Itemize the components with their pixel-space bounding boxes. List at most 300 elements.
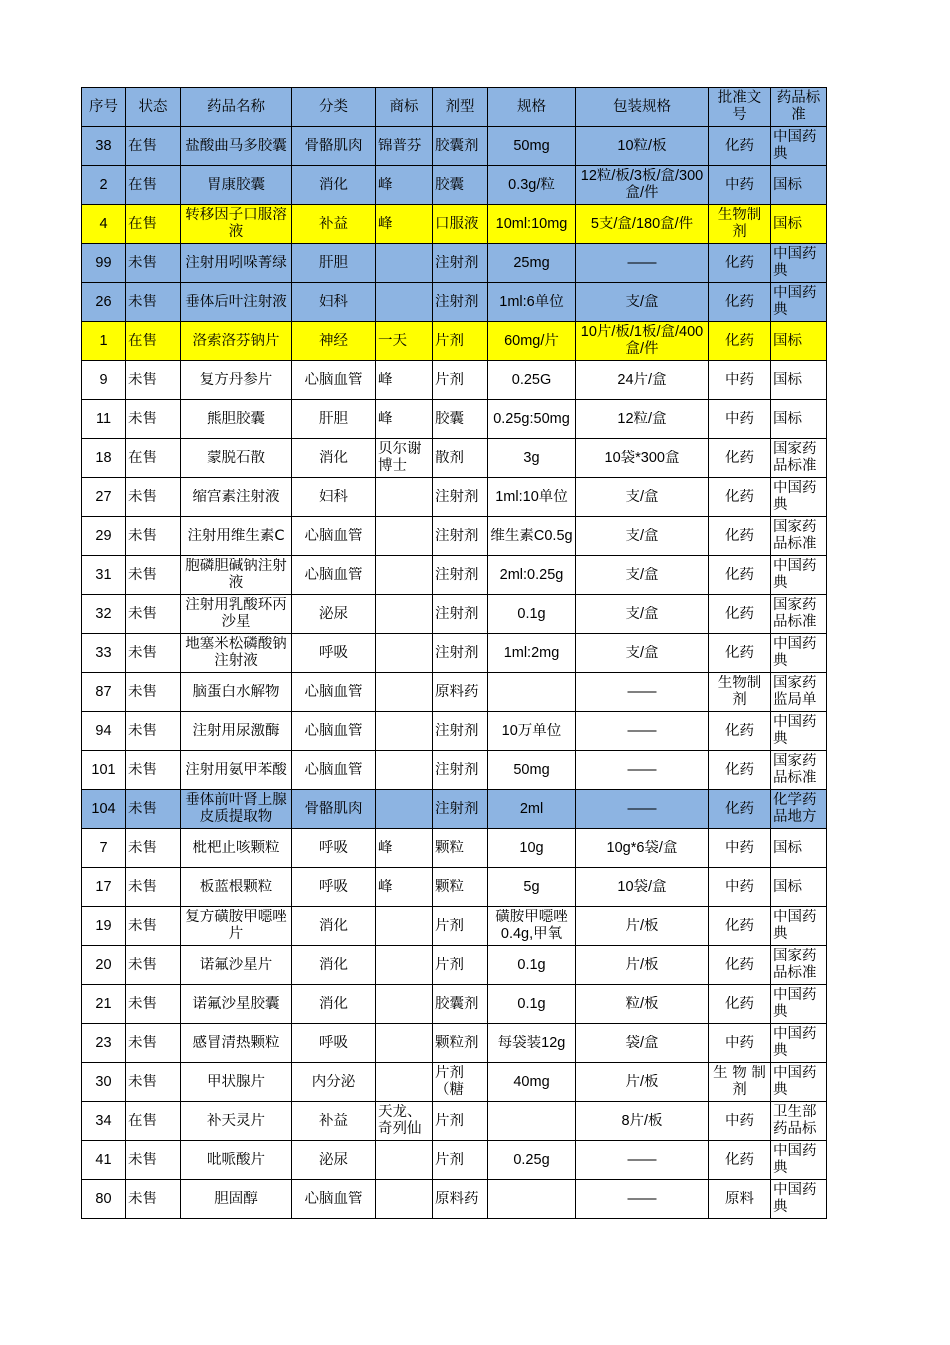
cell-category[interactable] [292, 556, 376, 595]
cell-index[interactable] [82, 283, 126, 322]
header-approval-number[interactable]: 批准文号 [709, 88, 771, 127]
cell-dosage-form[interactable] [433, 517, 488, 556]
cell-packaging[interactable] [576, 868, 709, 907]
cell-approval-number[interactable] [709, 166, 771, 205]
cell-status[interactable] [126, 322, 181, 361]
cell-category[interactable] [292, 1180, 376, 1219]
cell-status[interactable] [126, 517, 181, 556]
cell-drug-standard[interactable] [771, 244, 827, 283]
cell-specification[interactable] [488, 1141, 576, 1180]
cell-drug-name[interactable] [181, 400, 292, 439]
cell-specification[interactable] [488, 205, 576, 244]
cell-trademark[interactable] [376, 673, 433, 712]
cell-approval-number[interactable] [709, 829, 771, 868]
cell-packaging[interactable] [576, 1180, 709, 1219]
cell-drug-name[interactable] [181, 946, 292, 985]
cell-approval-number[interactable] [709, 127, 771, 166]
cell-specification[interactable] [488, 751, 576, 790]
cell-dosage-form[interactable] [433, 790, 488, 829]
cell-packaging[interactable] [576, 946, 709, 985]
cell-category[interactable] [292, 946, 376, 985]
cell-specification[interactable] [488, 595, 576, 634]
cell-index[interactable] [82, 400, 126, 439]
cell-drug-name[interactable] [181, 361, 292, 400]
cell-index[interactable] [82, 439, 126, 478]
cell-drug-name[interactable] [181, 322, 292, 361]
cell-dosage-form[interactable] [433, 712, 488, 751]
cell-specification-text: 10g [519, 839, 544, 856]
cell-drug-name[interactable] [181, 244, 292, 283]
cell-drug-standard[interactable] [771, 751, 827, 790]
cell-status[interactable] [126, 1102, 181, 1141]
cell-drug-standard[interactable] [771, 1024, 827, 1063]
cell-drug-standard[interactable] [771, 478, 827, 517]
cell-drug-standard-text: 国标 [773, 839, 802, 856]
cell-index[interactable] [82, 166, 126, 205]
cell-specification[interactable] [488, 868, 576, 907]
cell-approval-number[interactable] [709, 322, 771, 361]
cell-drug-standard[interactable] [771, 1102, 827, 1141]
cell-dosage-form[interactable] [433, 751, 488, 790]
cell-trademark[interactable] [376, 1102, 433, 1141]
cell-packaging[interactable] [576, 907, 709, 946]
cell-status[interactable] [126, 439, 181, 478]
cell-dosage-form[interactable] [433, 166, 488, 205]
header-dosage-form[interactable]: 剂型 [433, 88, 488, 127]
cell-trademark[interactable] [376, 478, 433, 517]
cell-specification[interactable] [488, 790, 576, 829]
cell-packaging[interactable] [576, 361, 709, 400]
cell-approval-number[interactable] [709, 361, 771, 400]
cell-trademark[interactable] [376, 868, 433, 907]
cell-packaging[interactable] [576, 556, 709, 595]
cell-drug-name[interactable] [181, 868, 292, 907]
cell-status[interactable] [126, 673, 181, 712]
cell-packaging[interactable] [576, 712, 709, 751]
cell-packaging[interactable] [576, 634, 709, 673]
cell-category[interactable] [292, 790, 376, 829]
cell-index[interactable] [82, 634, 126, 673]
cell-specification[interactable] [488, 985, 576, 1024]
cell-packaging[interactable] [576, 1063, 709, 1102]
cell-category[interactable] [292, 322, 376, 361]
cell-category[interactable] [292, 205, 376, 244]
cell-index[interactable] [82, 205, 126, 244]
cell-drug-name[interactable] [181, 517, 292, 556]
cell-packaging[interactable] [576, 751, 709, 790]
header-packaging[interactable]: 包装规格 [576, 88, 709, 127]
cell-packaging[interactable] [576, 829, 709, 868]
cell-approval-number[interactable] [709, 1102, 771, 1141]
cell-status[interactable] [126, 1180, 181, 1219]
cell-packaging[interactable] [576, 985, 709, 1024]
cell-category[interactable] [292, 517, 376, 556]
cell-approval-number[interactable] [709, 1180, 771, 1219]
cell-packaging[interactable] [576, 1141, 709, 1180]
cell-drug-standard[interactable] [771, 283, 827, 322]
cell-drug-standard[interactable] [771, 790, 827, 829]
cell-category[interactable] [292, 829, 376, 868]
cell-category[interactable] [292, 985, 376, 1024]
cell-index[interactable] [82, 1024, 126, 1063]
cell-index-text: 31 [95, 566, 112, 583]
cell-status[interactable] [126, 361, 181, 400]
cell-packaging[interactable] [576, 322, 709, 361]
cell-packaging[interactable] [576, 283, 709, 322]
cell-category[interactable] [292, 439, 376, 478]
cell-drug-name[interactable] [181, 1180, 292, 1219]
cell-drug-standard[interactable] [771, 1141, 827, 1180]
cell-dosage-form[interactable] [433, 595, 488, 634]
cell-trademark[interactable] [376, 907, 433, 946]
cell-trademark[interactable] [376, 946, 433, 985]
cell-status[interactable] [126, 829, 181, 868]
cell-trademark[interactable] [376, 322, 433, 361]
cell-trademark[interactable] [376, 1141, 433, 1180]
cell-dosage-form[interactable] [433, 439, 488, 478]
cell-specification[interactable] [488, 400, 576, 439]
cell-approval-number[interactable] [709, 712, 771, 751]
cell-drug-name[interactable] [181, 634, 292, 673]
cell-category[interactable] [292, 127, 376, 166]
cell-index[interactable] [82, 985, 126, 1024]
cell-specification[interactable] [488, 244, 576, 283]
cell-approval-number[interactable] [709, 244, 771, 283]
cell-category[interactable] [292, 166, 376, 205]
cell-approval-number[interactable] [709, 517, 771, 556]
cell-drug-standard[interactable] [771, 556, 827, 595]
cell-dosage-form[interactable] [433, 322, 488, 361]
cell-drug-name[interactable] [181, 556, 292, 595]
cell-index[interactable] [82, 556, 126, 595]
cell-trademark[interactable] [376, 439, 433, 478]
cell-category[interactable] [292, 1024, 376, 1063]
cell-trademark[interactable] [376, 1180, 433, 1219]
cell-status[interactable] [126, 712, 181, 751]
cell-approval-number[interactable] [709, 1141, 771, 1180]
cell-index[interactable] [82, 322, 126, 361]
cell-trademark[interactable] [376, 634, 433, 673]
cell-dosage-form[interactable] [433, 1102, 488, 1141]
cell-category[interactable] [292, 1063, 376, 1102]
cell-status[interactable] [126, 205, 181, 244]
cell-specification[interactable] [488, 283, 576, 322]
cell-status[interactable] [126, 1063, 181, 1102]
cell-specification[interactable] [488, 673, 576, 712]
cell-approval-number[interactable] [709, 1024, 771, 1063]
cell-trademark[interactable] [376, 127, 433, 166]
cell-drug-name[interactable] [181, 166, 292, 205]
cell-approval-number[interactable] [709, 478, 771, 517]
cell-drug-name[interactable] [181, 1024, 292, 1063]
cell-status[interactable] [126, 595, 181, 634]
cell-dosage-form[interactable] [433, 1141, 488, 1180]
cell-drug-standard[interactable] [771, 127, 827, 166]
cell-drug-name[interactable] [181, 1102, 292, 1141]
cell-approval-number[interactable] [709, 400, 771, 439]
cell-drug-standard[interactable] [771, 1063, 827, 1102]
header-trademark[interactable]: 商标 [376, 88, 433, 127]
cell-index[interactable] [82, 478, 126, 517]
cell-status[interactable] [126, 478, 181, 517]
cell-dosage-form[interactable] [433, 634, 488, 673]
cell-index[interactable] [82, 517, 126, 556]
cell-specification[interactable] [488, 166, 576, 205]
cell-drug-standard[interactable] [771, 673, 827, 712]
cell-drug-standard[interactable] [771, 400, 827, 439]
cell-dosage-form[interactable] [433, 1063, 488, 1102]
cell-drug-name[interactable] [181, 1063, 292, 1102]
cell-status[interactable] [126, 985, 181, 1024]
cell-drug-name[interactable] [181, 595, 292, 634]
cell-category[interactable] [292, 244, 376, 283]
cell-status[interactable] [126, 556, 181, 595]
cell-trademark[interactable] [376, 985, 433, 1024]
cell-dosage-form[interactable] [433, 283, 488, 322]
cell-status[interactable] [126, 166, 181, 205]
cell-dosage-form[interactable] [433, 127, 488, 166]
cell-category[interactable] [292, 868, 376, 907]
cell-trademark[interactable] [376, 595, 433, 634]
cell-dosage-form-text: 胶囊剂 [435, 995, 479, 1012]
cell-dosage-form[interactable] [433, 1180, 488, 1219]
cell-drug-name[interactable] [181, 127, 292, 166]
cell-category[interactable] [292, 712, 376, 751]
cell-trademark[interactable] [376, 1024, 433, 1063]
cell-approval-number[interactable] [709, 790, 771, 829]
cell-index[interactable] [82, 790, 126, 829]
cell-dosage-form[interactable] [433, 556, 488, 595]
cell-packaging[interactable] [576, 517, 709, 556]
cell-approval-number[interactable] [709, 907, 771, 946]
header-index[interactable]: 序号 [82, 88, 126, 127]
cell-approval-number[interactable] [709, 985, 771, 1024]
cell-packaging[interactable] [576, 1024, 709, 1063]
cell-approval-number[interactable] [709, 556, 771, 595]
cell-trademark[interactable] [376, 244, 433, 283]
cell-category[interactable] [292, 1102, 376, 1141]
header-drug-name[interactable]: 药品名称 [181, 88, 292, 127]
cell-category[interactable] [292, 907, 376, 946]
cell-approval-number[interactable] [709, 1063, 771, 1102]
cell-approval-number[interactable] [709, 205, 771, 244]
cell-status[interactable] [126, 283, 181, 322]
cell-packaging[interactable] [576, 1102, 709, 1141]
table-row [82, 400, 827, 439]
cell-trademark[interactable] [376, 556, 433, 595]
cell-specification[interactable] [488, 829, 576, 868]
cell-drug-name[interactable] [181, 205, 292, 244]
cell-packaging[interactable] [576, 790, 709, 829]
cell-status[interactable] [126, 790, 181, 829]
cell-specification[interactable] [488, 712, 576, 751]
cell-status[interactable] [126, 1141, 181, 1180]
cell-trademark[interactable] [376, 712, 433, 751]
cell-specification[interactable] [488, 361, 576, 400]
cell-status[interactable] [126, 751, 181, 790]
cell-trademark[interactable] [376, 361, 433, 400]
cell-drug-standard[interactable] [771, 439, 827, 478]
cell-specification[interactable] [488, 439, 576, 478]
cell-trademark[interactable] [376, 283, 433, 322]
cell-category[interactable] [292, 673, 376, 712]
cell-packaging-text: —— [627, 761, 657, 778]
cell-drug-standard[interactable] [771, 205, 827, 244]
cell-packaging[interactable] [576, 166, 709, 205]
cell-drug-name[interactable] [181, 439, 292, 478]
cell-trademark[interactable] [376, 400, 433, 439]
cell-packaging[interactable] [576, 127, 709, 166]
cell-approval-number[interactable] [709, 439, 771, 478]
cell-drug-standard[interactable] [771, 634, 827, 673]
cell-specification[interactable] [488, 127, 576, 166]
cell-dosage-form[interactable] [433, 400, 488, 439]
cell-dosage-form[interactable] [433, 673, 488, 712]
cell-index[interactable] [82, 1180, 126, 1219]
cell-trademark[interactable] [376, 751, 433, 790]
cell-drug-standard[interactable] [771, 907, 827, 946]
cell-packaging[interactable] [576, 595, 709, 634]
cell-specification[interactable] [488, 1180, 576, 1219]
cell-index[interactable] [82, 1141, 126, 1180]
cell-category[interactable] [292, 400, 376, 439]
cell-dosage-form[interactable] [433, 361, 488, 400]
cell-index[interactable] [82, 829, 126, 868]
cell-trademark[interactable] [376, 517, 433, 556]
cell-dosage-form[interactable] [433, 946, 488, 985]
cell-index[interactable] [82, 127, 126, 166]
cell-index[interactable] [82, 1102, 126, 1141]
cell-status[interactable] [126, 127, 181, 166]
cell-drug-standard[interactable] [771, 1180, 827, 1219]
cell-category-text: 消化 [319, 956, 348, 973]
cell-approval-number[interactable] [709, 634, 771, 673]
header-specification[interactable]: 规格 [488, 88, 576, 127]
cell-packaging[interactable] [576, 673, 709, 712]
cell-index[interactable] [82, 751, 126, 790]
cell-category[interactable] [292, 478, 376, 517]
cell-index[interactable] [82, 595, 126, 634]
header-status[interactable]: 状态 [126, 88, 181, 127]
cell-drug-name[interactable] [181, 673, 292, 712]
cell-drug-standard[interactable] [771, 829, 827, 868]
cell-drug-standard[interactable] [771, 946, 827, 985]
cell-dosage-form[interactable] [433, 205, 488, 244]
cell-index[interactable] [82, 946, 126, 985]
cell-drug-name[interactable] [181, 283, 292, 322]
cell-packaging[interactable] [576, 439, 709, 478]
cell-status[interactable] [126, 868, 181, 907]
cell-index[interactable] [82, 244, 126, 283]
cell-dosage-form[interactable] [433, 478, 488, 517]
cell-index[interactable] [82, 907, 126, 946]
cell-approval-number-text: 中药 [725, 1034, 754, 1051]
cell-drug-standard[interactable] [771, 595, 827, 634]
cell-trademark[interactable] [376, 205, 433, 244]
cell-packaging[interactable] [576, 244, 709, 283]
cell-approval-number[interactable] [709, 946, 771, 985]
cell-drug-standard[interactable] [771, 985, 827, 1024]
cell-specification[interactable] [488, 1063, 576, 1102]
cell-category[interactable] [292, 361, 376, 400]
cell-packaging[interactable] [576, 478, 709, 517]
cell-drug-standard[interactable] [771, 361, 827, 400]
cell-category[interactable] [292, 1141, 376, 1180]
cell-drug-name[interactable] [181, 985, 292, 1024]
cell-packaging[interactable] [576, 400, 709, 439]
cell-index[interactable] [82, 361, 126, 400]
cell-specification[interactable] [488, 907, 576, 946]
cell-trademark[interactable] [376, 829, 433, 868]
cell-status[interactable] [126, 634, 181, 673]
cell-drug-name[interactable] [181, 829, 292, 868]
cell-category[interactable] [292, 634, 376, 673]
cell-approval-number[interactable] [709, 673, 771, 712]
cell-approval-number[interactable] [709, 868, 771, 907]
cell-trademark[interactable] [376, 166, 433, 205]
cell-status[interactable] [126, 1024, 181, 1063]
cell-approval-number[interactable] [709, 283, 771, 322]
cell-status[interactable] [126, 400, 181, 439]
cell-index[interactable] [82, 673, 126, 712]
cell-category[interactable] [292, 283, 376, 322]
cell-dosage-form[interactable] [433, 907, 488, 946]
cell-drug-standard[interactable] [771, 166, 827, 205]
cell-specification[interactable] [488, 478, 576, 517]
cell-trademark[interactable] [376, 1063, 433, 1102]
cell-dosage-form[interactable] [433, 1024, 488, 1063]
cell-category[interactable] [292, 595, 376, 634]
cell-drug-standard[interactable] [771, 868, 827, 907]
cell-status[interactable] [126, 907, 181, 946]
cell-drug-standard[interactable] [771, 712, 827, 751]
cell-drug-standard[interactable] [771, 517, 827, 556]
cell-status[interactable] [126, 946, 181, 985]
cell-specification[interactable] [488, 1024, 576, 1063]
cell-dosage-form[interactable] [433, 985, 488, 1024]
cell-index[interactable] [82, 868, 126, 907]
cell-dosage-form-text: 片剂（糖 [435, 1065, 464, 1098]
cell-index[interactable] [82, 1063, 126, 1102]
cell-specification[interactable] [488, 556, 576, 595]
cell-category[interactable] [292, 751, 376, 790]
cell-drug-name[interactable] [181, 790, 292, 829]
cell-specification[interactable] [488, 517, 576, 556]
header-drug-standard[interactable]: 药品标准 [771, 88, 827, 127]
header-category[interactable]: 分类 [292, 88, 376, 127]
cell-approval-number[interactable] [709, 595, 771, 634]
cell-packaging[interactable] [576, 205, 709, 244]
cell-index[interactable] [82, 712, 126, 751]
cell-dosage-form-text: 颗粒 [435, 839, 464, 856]
cell-approval-number[interactable] [709, 751, 771, 790]
cell-status[interactable] [126, 244, 181, 283]
cell-drug-name[interactable] [181, 478, 292, 517]
cell-drug-name[interactable] [181, 907, 292, 946]
cell-dosage-form[interactable] [433, 868, 488, 907]
cell-specification[interactable] [488, 1102, 576, 1141]
cell-drug-standard[interactable] [771, 322, 827, 361]
cell-specification[interactable] [488, 322, 576, 361]
cell-specification[interactable] [488, 634, 576, 673]
cell-specification[interactable] [488, 946, 576, 985]
cell-dosage-form[interactable] [433, 244, 488, 283]
cell-drug-name[interactable] [181, 1141, 292, 1180]
cell-dosage-form[interactable] [433, 829, 488, 868]
cell-drug-name[interactable] [181, 712, 292, 751]
cell-trademark[interactable] [376, 790, 433, 829]
cell-drug-name[interactable] [181, 751, 292, 790]
